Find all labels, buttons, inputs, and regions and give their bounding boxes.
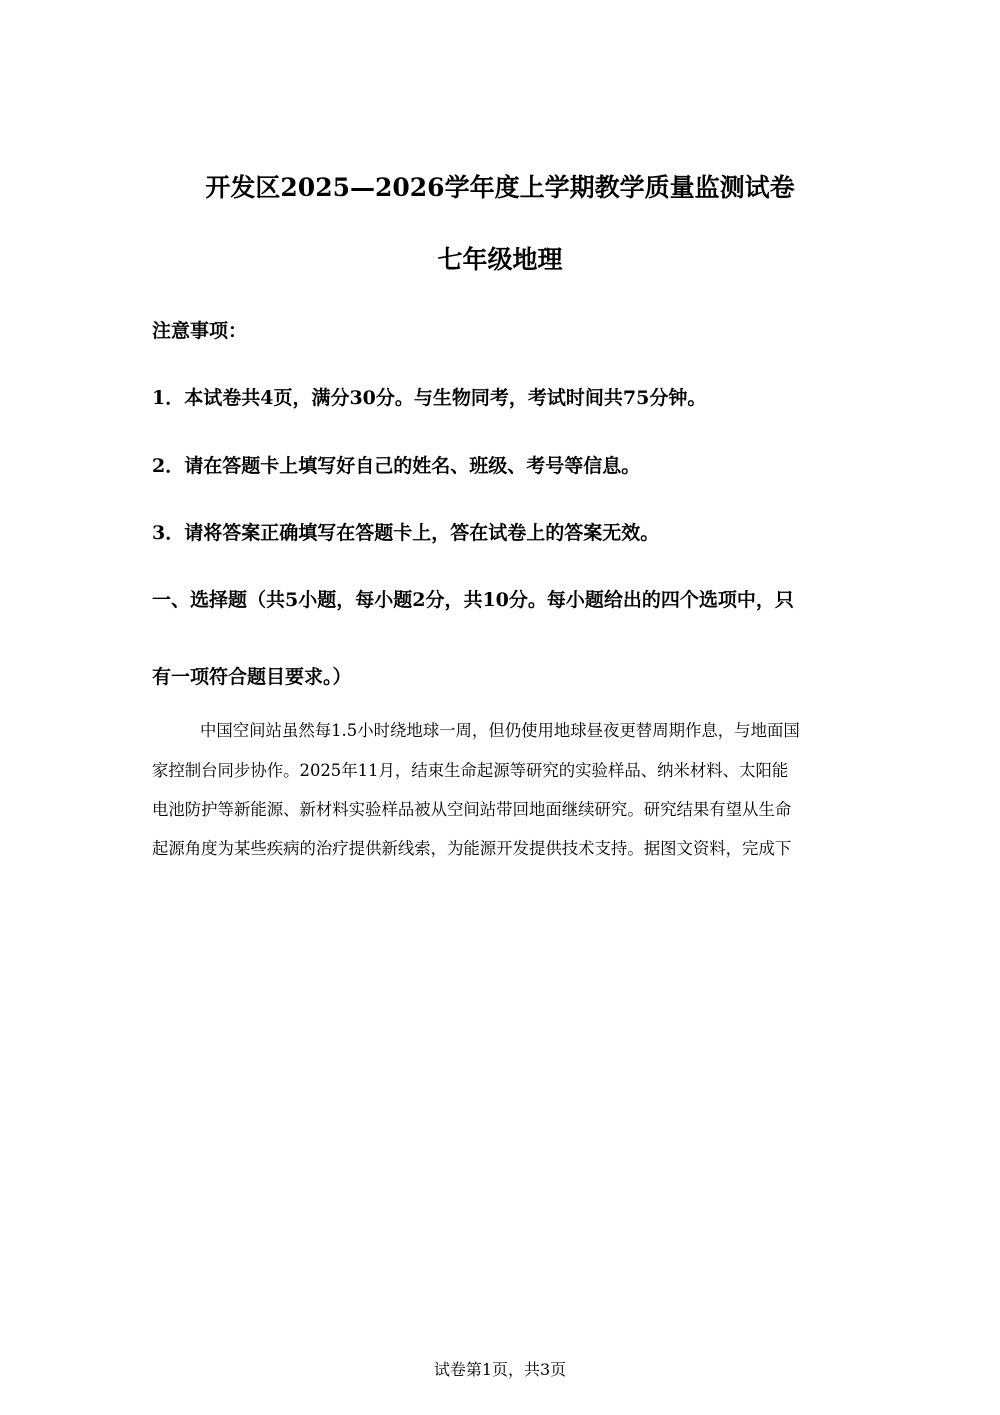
page-footer: 试卷第1页，共3页 [433,1360,567,1379]
section-heading-line-2: 有一项符合题目要求。） [152,666,352,688]
notice-heading: 注意事项： [152,320,248,342]
passage-line-3: 电池防护等新能源、新材料实验样品被从空间站带回地面继续研究。研究结果有望从生命 [152,800,792,819]
exam-title: 开发区2025—2026学年度上学期教学质量监测试卷 [205,173,795,202]
notice-item-2: 2．请在答题卡上填写好自己的姓名、班级、考号等信息。 [152,455,641,477]
passage-line-4: 起源角度为某些疾病的治疗提供新线索，为能源开发提供技术支持。据图文资料，完成下 [152,839,792,858]
section-heading-line-1: 一、选择题（共5小题，每小题2分，共10分。每小题给出的四个选项中，只 [152,589,794,611]
exam-subject: 七年级地理 [437,245,563,274]
notice-item-1: 1．本试卷共4页，满分30分。与生物同考，考试时间共75分钟。 [152,387,707,409]
passage-line-1: 中国空间站虽然每1.5小时绕地球一周，但仍使用地球昼夜更替周期作息，与地面国 [200,721,800,740]
passage-line-2: 家控制台同步协作。2025年11月，结束生命起源等研究的实验样品、纳米材料、太阳能 [152,761,789,780]
notice-item-3: 3．请将答案正确填写在答题卡上，答在试卷上的答案无效。 [152,522,660,544]
